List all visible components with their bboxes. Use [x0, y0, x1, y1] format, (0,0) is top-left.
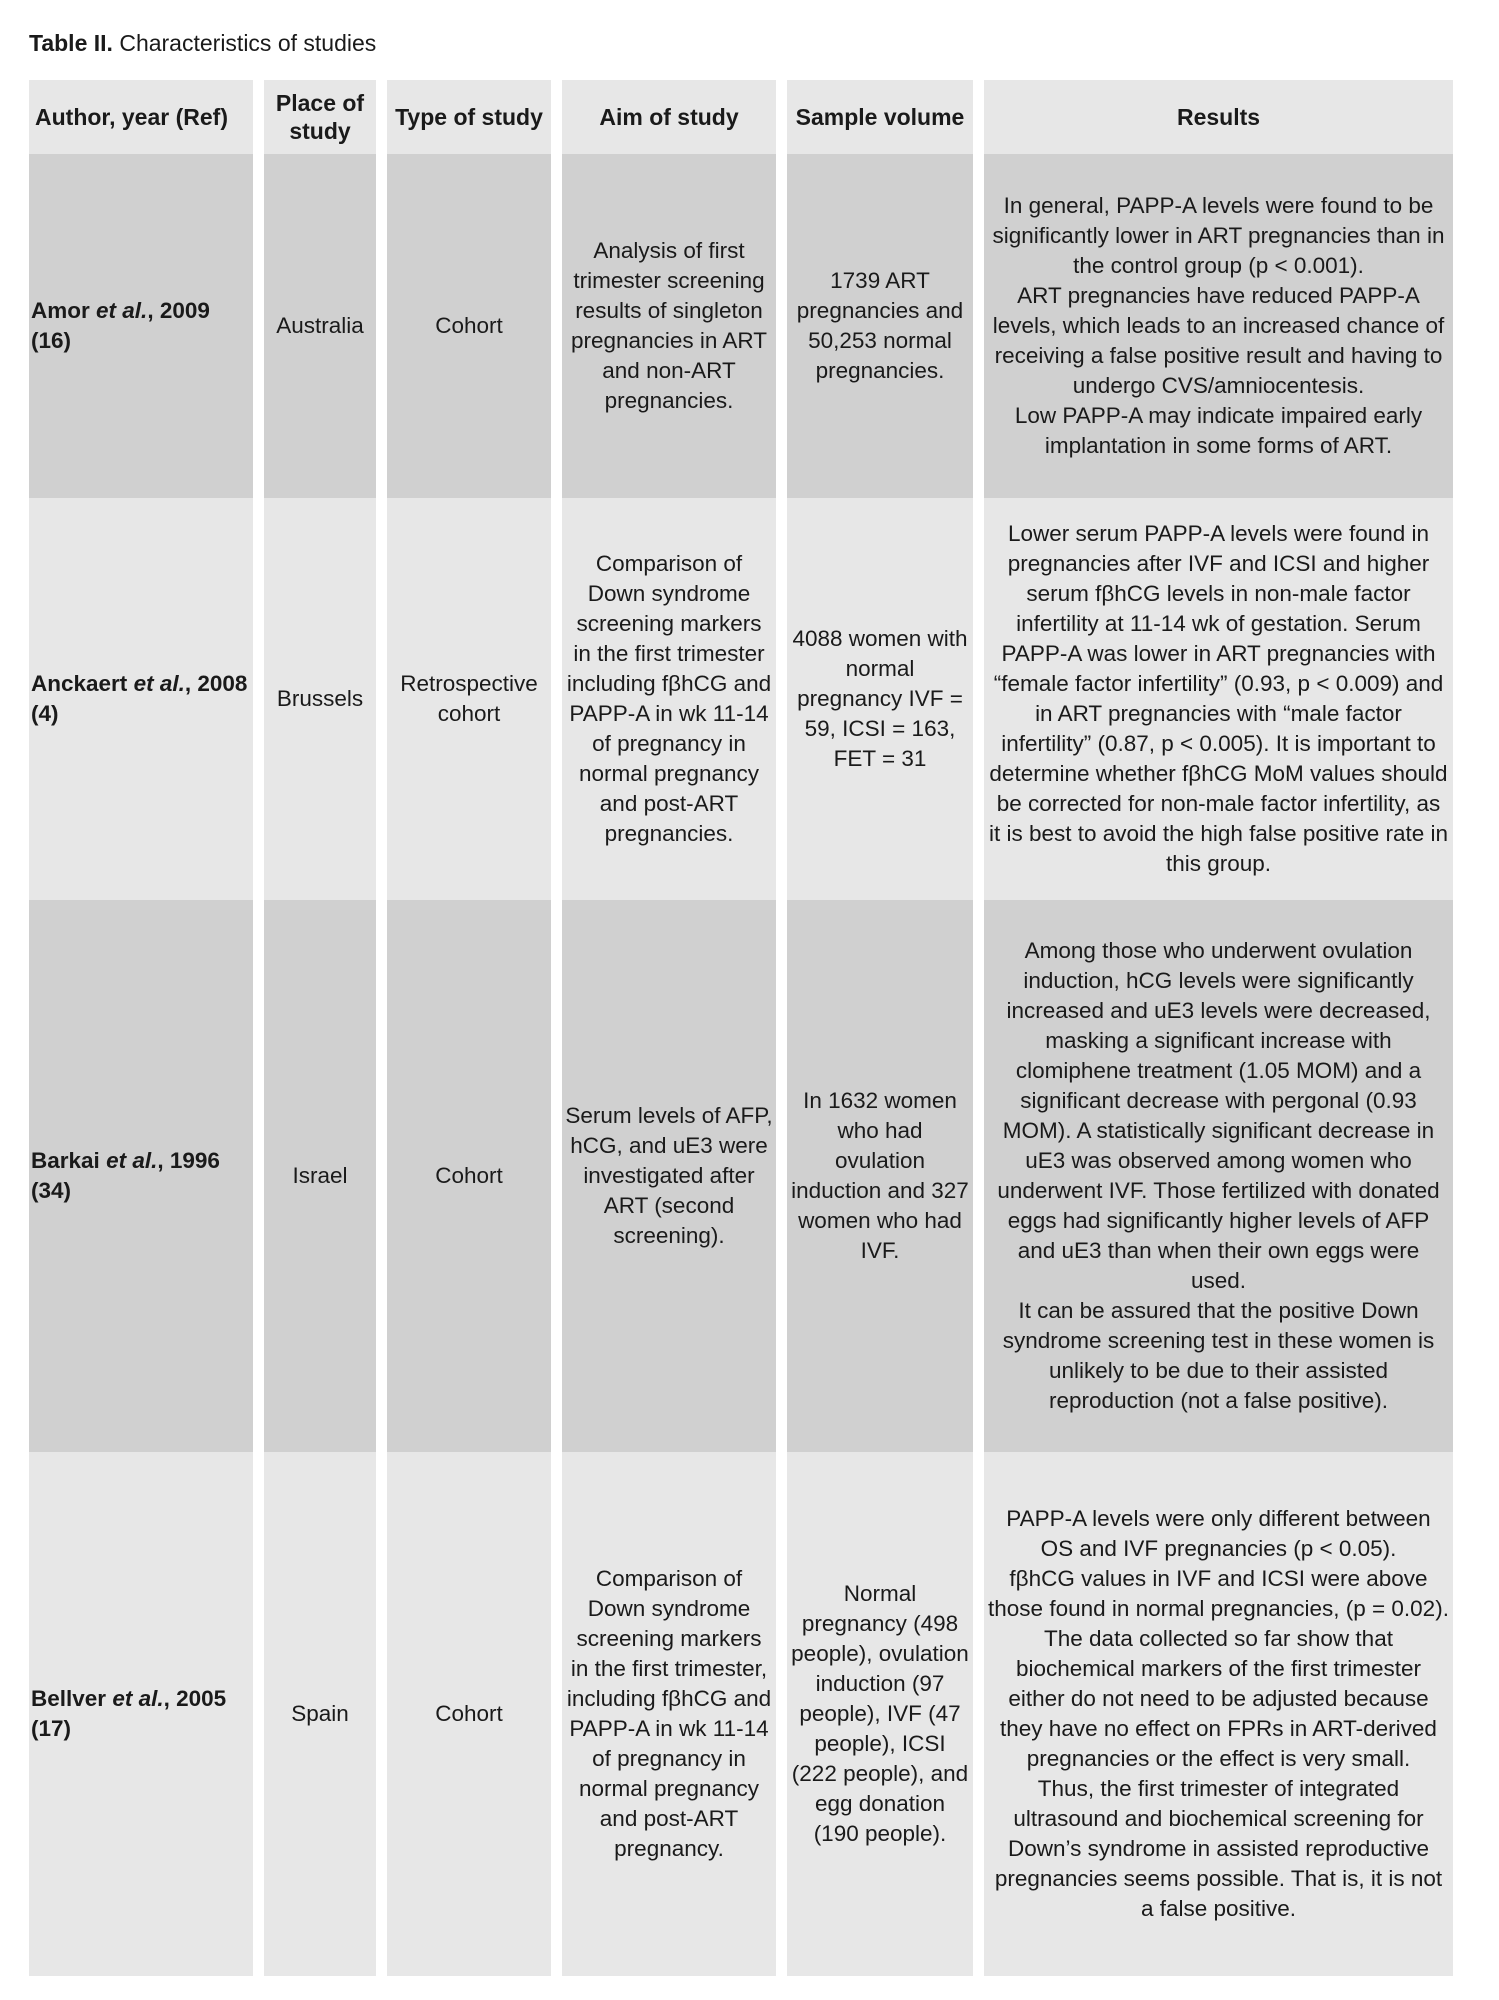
type-cell: Cohort	[387, 1452, 551, 1976]
results-cell: Lower serum PAPP-A levels were found in pregnancies after IVF and ICSI and higher serum fβhCG levels in non-male factor infertility at 11-14 wk of gestation. Serum PAPP-A was lower in ART pregnancies with “female factor infertility” (0.93, p < 0.009) and in ART pregnancies with “male factor infertility” (0.87, p < 0.005). It is important to determine whether fβhCG MoM values should be corrected for non-male factor infertility, as it is best to avoid the high false positive rate in this group.	[984, 498, 1453, 900]
results-cell: In general, PAPP-A levels were found to be significantly lower in ART pregnancies than in the control group (p < 0.001). ART pregnancies have reduced PAPP-A levels, which leads to an increased chance of receiving a false positive result and having to undergo CVS/amniocentesis. Low PAPP-A may indicate impaired early implantation in some forms of ART.	[984, 154, 1453, 498]
place-cell: Israel	[264, 900, 376, 1452]
table-caption	[29, 28, 376, 58]
header-row	[29, 80, 1453, 154]
results-cell: Among those who underwent ovulation induction, hCG levels were significantly increased and uE3 levels were decreased, masking a significant increase with clomiphene treatment (1.05 MOM) and a significant decrease with pergonal (0.93 MOM). A statistically significant decrease in uE3 was observed among women who underwent IVF. Those fertilized with donated eggs had significantly higher levels of AFP and uE3 than when their own eggs were used. It can be assured that the positive Down syndrome screening test in these women is unlikely to be due to their assisted reproduction (not a false positive).	[984, 900, 1453, 1452]
table-row	[29, 498, 1453, 900]
type-cell: Retrospective cohort	[387, 498, 551, 900]
place-cell: Spain	[264, 1452, 376, 1976]
header-sample: Sample volume	[787, 80, 973, 154]
place-cell: Brussels	[264, 498, 376, 900]
author-cell: Bellver et al., 2005 (17)	[29, 1452, 253, 1976]
sample-cell: Normal pregnancy (498 people), ovulation induction (97 people), IVF (47 people), ICSI (222 people), and egg donation (190 people).	[787, 1452, 973, 1976]
table-row	[29, 900, 1453, 1452]
sample-cell: 1739 ART pregnancies and 50,253 normal pregnancies.	[787, 154, 973, 498]
author-cell: Amor et al., 2009 (16)	[29, 154, 253, 498]
table-label: Table II.	[29, 30, 113, 56]
type-cell: Cohort	[387, 154, 551, 498]
author-cell: Barkai et al., 1996 (34)	[29, 900, 253, 1452]
header-author: Author, year (Ref)	[29, 80, 253, 154]
table-title: Characteristics of studies	[119, 30, 377, 56]
place-cell: Australia	[264, 154, 376, 498]
header-type: Type of study	[387, 80, 551, 154]
header-aim: Aim of study	[562, 80, 776, 154]
header-results: Results	[984, 80, 1453, 154]
aim-cell: Serum levels of AFP, hCG, and uE3 were investigated after ART (second screening).	[562, 900, 776, 1452]
table-row	[29, 154, 1453, 498]
table-row	[29, 1452, 1453, 1976]
aim-cell: Comparison of Down syndrome screening markers in the first trimester, including fβhCG and PAPP-A in wk 11-14 of pregnancy in normal pregnancy and post-ART pregnancy.	[562, 1452, 776, 1976]
aim-cell: Analysis of first trimester screening results of singleton pregnancies in ART and non-ART pregnancies.	[562, 154, 776, 498]
header-place: Place of study	[264, 80, 376, 154]
studies-table	[18, 80, 1464, 1976]
sample-cell: 4088 women with normal pregnancy IVF = 59, ICSI = 163, FET = 31	[787, 498, 973, 900]
type-cell: Cohort	[387, 900, 551, 1452]
aim-cell: Comparison of Down syndrome screening markers in the first trimester including fβhCG and PAPP-A in wk 11-14 of pregnancy in normal pregnancy and post-ART pregnancies.	[562, 498, 776, 900]
results-cell: PAPP-A levels were only different between OS and IVF pregnancies (p < 0.05). fβhCG values in IVF and ICSI were above those found in normal pregnancies, (p = 0.02). The data collected so far show that biochemical markers of the first trimester either do not need to be adjusted because they have no effect on FPRs in ART-derived pregnancies or the effect is very small. Thus, the first trimester of integrated ultrasound and biochemical screening for Down’s syndrome in assisted reproductive pregnancies seems possible. That is, it is not a false positive.	[984, 1452, 1453, 1976]
author-cell: Anckaert et al., 2008 (4)	[29, 498, 253, 900]
sample-cell: In 1632 women who had ovulation induction and 327 women who had IVF.	[787, 900, 973, 1452]
